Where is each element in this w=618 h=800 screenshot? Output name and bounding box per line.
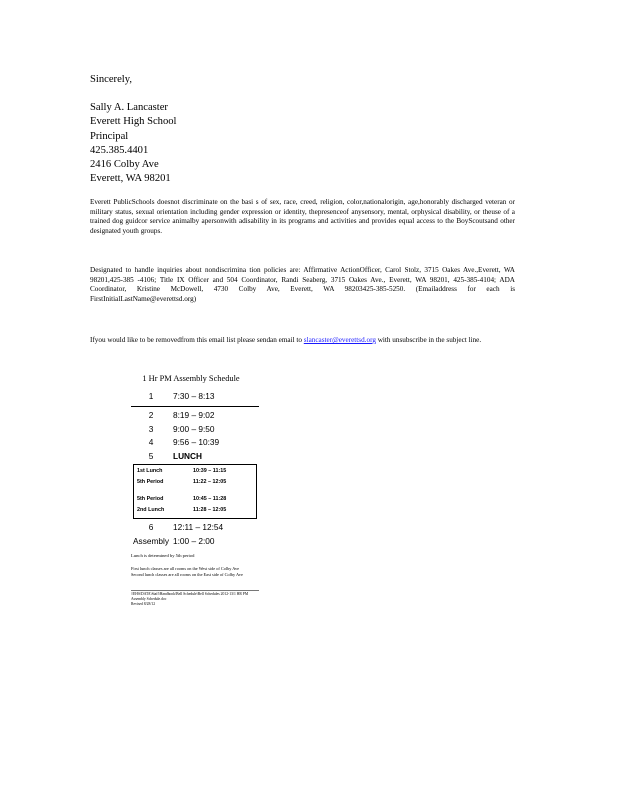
lunch-label: LUNCH — [173, 450, 203, 461]
period-time: 8:19 – 9:02 — [173, 410, 215, 421]
period-time: 9:00 – 9:50 — [173, 423, 215, 434]
period-time: 1:00 – 2:00 — [173, 535, 215, 546]
schedule-row — [131, 449, 259, 463]
file-path: \\EHS\DATA\Staff\Handbook\Bell Schedule\Bell Schedules 2012-13\1 HR PM Assembly Schedule.doc — [131, 592, 249, 601]
lunch-row-time: 11:28 – 12:05 — [193, 507, 227, 513]
second-lunch-note: Second lunch classes are all rooms on the East side of Colby Ave — [131, 571, 243, 577]
lunch-row — [134, 505, 256, 516]
period-number: 2 — [148, 410, 154, 421]
schedule-row — [131, 389, 259, 403]
schedule-row — [131, 521, 259, 535]
period-time: 12:11 – 12:54 — [173, 522, 224, 533]
lunch-row-time: 11:22 – 12:05 — [193, 479, 227, 485]
assembly-schedule — [131, 374, 259, 548]
schedule-row — [131, 409, 259, 423]
period-number: 4 — [148, 437, 154, 448]
period-number: 5 — [148, 450, 154, 461]
lunch-split-box — [133, 464, 257, 519]
unsubscribe-email-link[interactable]: slancaster@everettsd.org — [303, 336, 376, 344]
signer-school: Everett High School — [90, 116, 177, 128]
lunch-row — [134, 494, 256, 505]
nondiscrimination-paragraph: Everett PublicSchools doesnot discriminate on the basi s of sex, race, creed, religion, color,nationalorigin, age,honorably discharged veteran or military status, sexual orientation including gender expression or identity, thepresenceof anysensory, mental, orphysical disability, or theuse of a trained dog guidcor service animalby apersonwith adisability in its programs and activities and provides equal access to the BoyScoutsand other designated youth groups. — [90, 198, 515, 236]
schedule-divider — [131, 406, 259, 407]
lunch-row — [134, 477, 256, 488]
lunch-location-notes — [131, 566, 243, 577]
schedule-title: 1 Hr PM Assembly Schedule — [142, 374, 240, 383]
first-lunch-note: First lunch classes are all rooms on the West side of Colby Ave — [131, 566, 240, 571]
signer-name: Sally A. Lancaster — [90, 102, 168, 114]
schedule-row — [131, 422, 259, 436]
lunch-row-time: 10:39 – 11:15 — [193, 468, 227, 474]
lunch-row-time: 10:45 – 11:28 — [193, 496, 227, 502]
period-time: 9:56 – 10:39 — [173, 437, 220, 448]
revision-date: Revised 8/28/12 — [131, 601, 156, 606]
period-number: 3 — [148, 423, 154, 434]
document-footer — [131, 590, 259, 606]
period-number: 6 — [148, 522, 154, 533]
lunch-row-label: 1st Lunch — [137, 468, 163, 474]
unsubscribe-text-before: Ifyou would like to be removedfrom this email list please sendan email to — [90, 336, 304, 344]
period-time: 7:30 – 8:13 — [173, 390, 215, 401]
signer-phone: 425.385.4401 — [90, 144, 149, 156]
lunch-row-label: 2nd Lunch — [137, 507, 165, 513]
signer-address: 2416 Colby Ave — [90, 159, 159, 171]
spacer — [90, 87, 177, 101]
lunch-note: Lunch is determined by 5th period — [131, 553, 195, 558]
period-number: Assembly — [133, 535, 169, 546]
salutation: Sincerely, — [90, 74, 132, 85]
designated-officers-paragraph: Designated to handle inquiries about nondiscrimina tion policies are: Affirmative ActionOfficer, Carol Stolz, 3715 Oakes Ave.,Everett, WA 98201,425-385 -4106; Title IX Officer and 504 Coordinator, Randi Seaberg, 3715 Oakes Ave., Everett, WA 98201, 425-385-4104; ADA Coordinator, Kristine McDowell, 4730 Colby Ave, Everett, WA 98203425-385-5250. (Emailaddress for each is FirstInitialLastName@everettsd.org) — [90, 266, 515, 304]
signer-city: Everett, WA 98201 — [90, 173, 171, 185]
period-number: 1 — [148, 390, 154, 401]
lunch-row — [134, 466, 256, 477]
lunch-row-label: 5th Period — [137, 496, 164, 502]
lunch-row-label: 5th Period — [137, 479, 164, 485]
unsubscribe-paragraph — [90, 336, 515, 346]
unsubscribe-text-after: with unsubscribe in the subject line. — [375, 336, 482, 344]
signature-block — [90, 73, 177, 186]
signer-title: Principal — [90, 130, 129, 142]
schedule-row — [131, 436, 259, 450]
schedule-row — [131, 534, 259, 548]
